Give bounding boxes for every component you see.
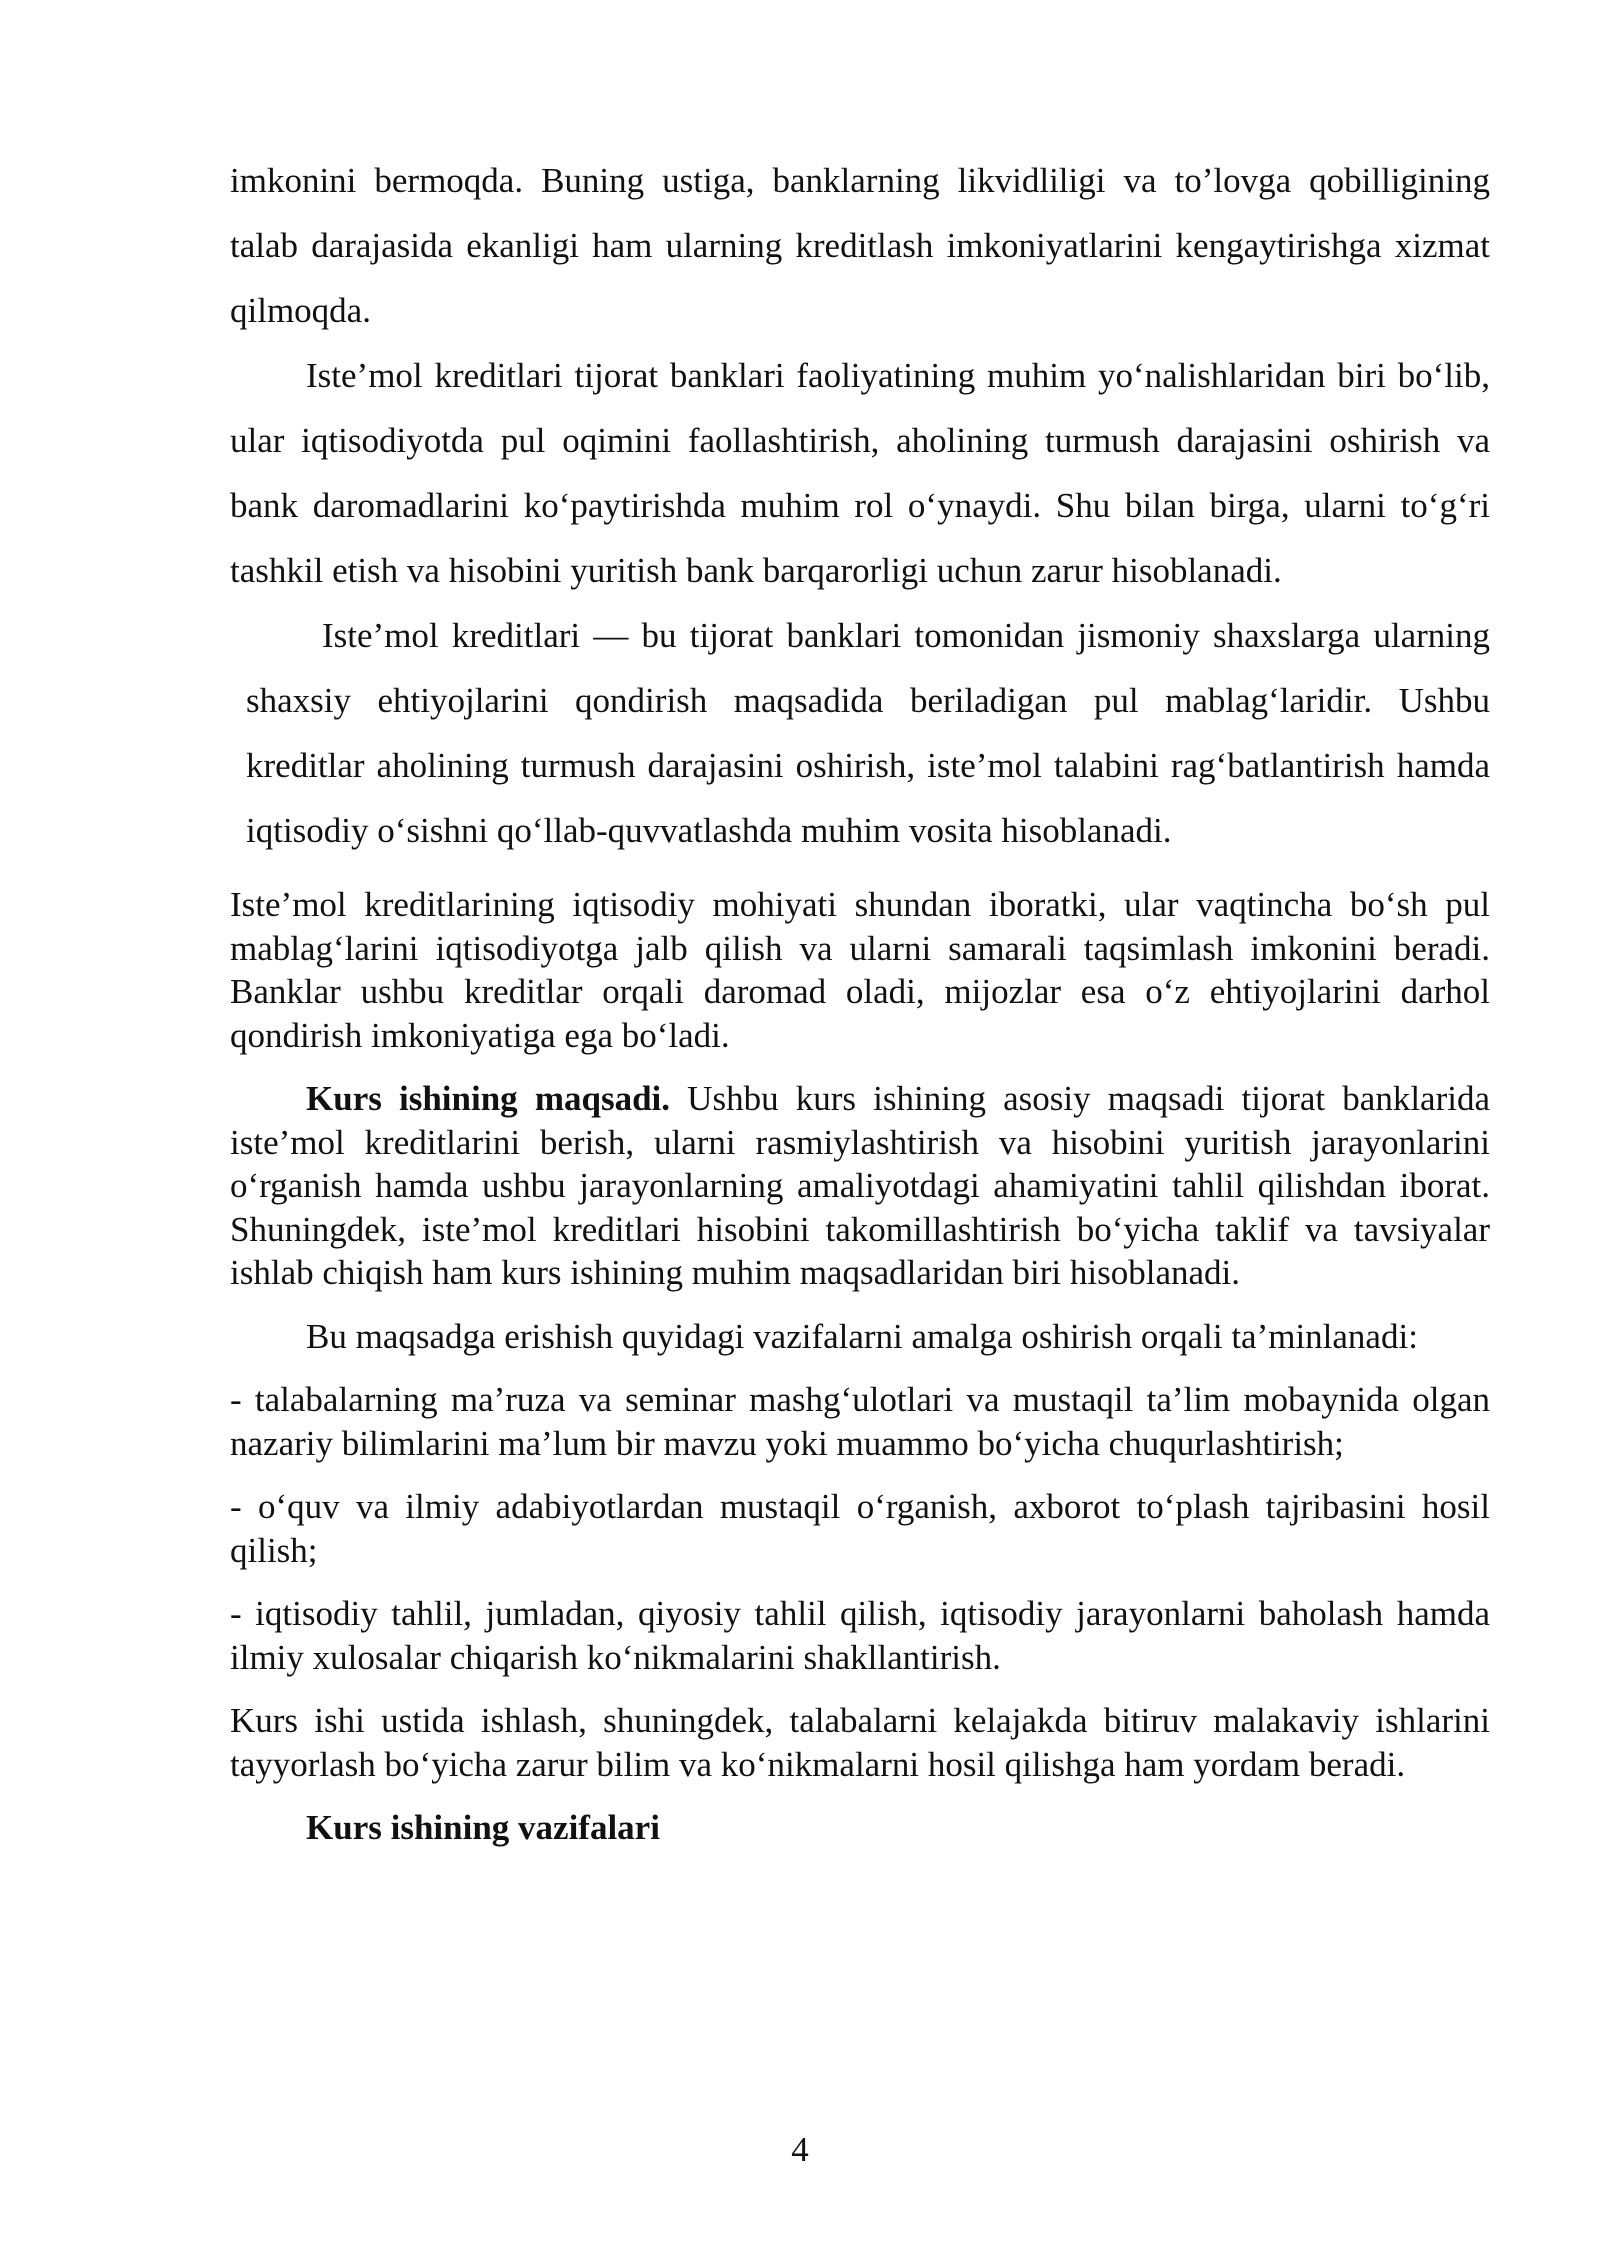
- list-item-tahlil: - iqtisodiy tahlil, jumladan, qiyosiy tahlil qilish, iqtisodiy jarayonlarni baholash hamda ilmiy xulosalar chiqarish ko‘nikmalarini shakllantirish.: [230, 1594, 1490, 1677]
- paragraph-vazifalar-intro: Bu maqsadga erishish quyidagi vazifalarni amalga oshirish orqali ta’minlanadi:: [306, 1316, 1418, 1356]
- paragraph-istemol-kreditlari-tarif: Iste’mol kreditlari — bu tijorat banklari tomonidan jismoniy shaxslarga ularning shaxsiy ehtiyojlarini qondirish maqsadida beriladigan pul mablag‘laridir. Ushbu kreditlar aholining turmush darajasini oshirish, iste’mol talabini rag‘batlantirish hamda iqtisodiy o‘sishni qo‘llab-quvvatlashda muhim vosita hisoblanadi.: [246, 616, 1490, 850]
- list-item-bilimlar: - talabalarning ma’ruza va seminar mashg‘ulotlari va mustaqil ta’lim mobaynida olgan nazariy bilimlarini ma’lum bir mavzu yoki muammo bo‘yicha chuqurlashtirish;: [230, 1380, 1490, 1463]
- paragraph-likvidlilik: imkonini bermoqda. Buning ustiga, banklarning likvidliligi va to’lovga qobilligining talab darajasida ekanligi ham ularning kreditlash imkoniyatlarini kengaytirishga xizmat qilmoqda.: [230, 161, 1490, 330]
- paragraph-iqtisodiy-mohiyat: Iste’mol kreditlarining iqtisodiy mohiyati shundan iboratki, ular vaqtincha bo‘sh pul mablag‘larini iqtisodiyotga jalb qilish va ularni samarali taqsimlash imkonini beradi. Banklar ushbu kreditlar orqali daromad oladi, mijozlar esa o‘z ehtiyojlarini darhol qondirish imkoniyatiga ega bo‘ladi.: [230, 885, 1490, 1055]
- page-number: 4: [791, 2130, 809, 2169]
- paragraph-bitiruv-ishi: Kurs ishi ustida ishlash, shuningdek, talabalarni kelajakda bitiruv malakaviy ishlarini tayyorlash bo‘yicha zarur bilim va ko‘nikmalarni hosil qilishga ham yordam beradi.: [230, 1701, 1490, 1784]
- paragraph-istemol-kreditlari-yonalish: Iste’mol kreditlari tijorat banklari faoliyatining muhim yo‘nalishlaridan biri bo‘lib, ular iqtisodiyotda pul oqimini faollashtirish, aholining turmush darajasini oshirish va bank daromadlarini ko‘paytirishda muhim rol o‘ynaydi. Shu bilan birga, ularni to‘g‘ri tashkil etish va hisobini yuritish bank barqarorligi uchun zarur hisoblanadi.: [230, 356, 1490, 590]
- kurs-maqsadi-text: Ushbu kurs ishining asosiy maqsadi tijorat banklarida iste’mol kreditlarini berish, ularni rasmiylashtirish va hisobini yuritish jarayonlarini o‘rganish hamda ushbu jarayonlarning amaliyotdagi ahamiyatini tahlil qilishdan iborat. Shuningdek, iste’mol kreditlari hisobini takomillashtirish bo‘yicha taklif va tavsiyalar ishlab chiqish ham kurs ishining muhim maqsadlaridan biri hisoblanadi.: [230, 1079, 1490, 1292]
- section-heading-vazifalar: Kurs ishining vazifalari: [306, 1808, 660, 1847]
- kurs-maqsadi-label: Kurs ishining maqsadi.: [306, 1079, 671, 1118]
- paragraph-kurs-maqsadi: [230, 1077, 1490, 1295]
- list-item-adabiyotlar: - o‘quv va ilmiy adabiyotlardan mustaqil o‘rganish, axborot to‘plash tajribasini hosil qilish;: [230, 1487, 1490, 1570]
- document-page: [230, 148, 1490, 1850]
